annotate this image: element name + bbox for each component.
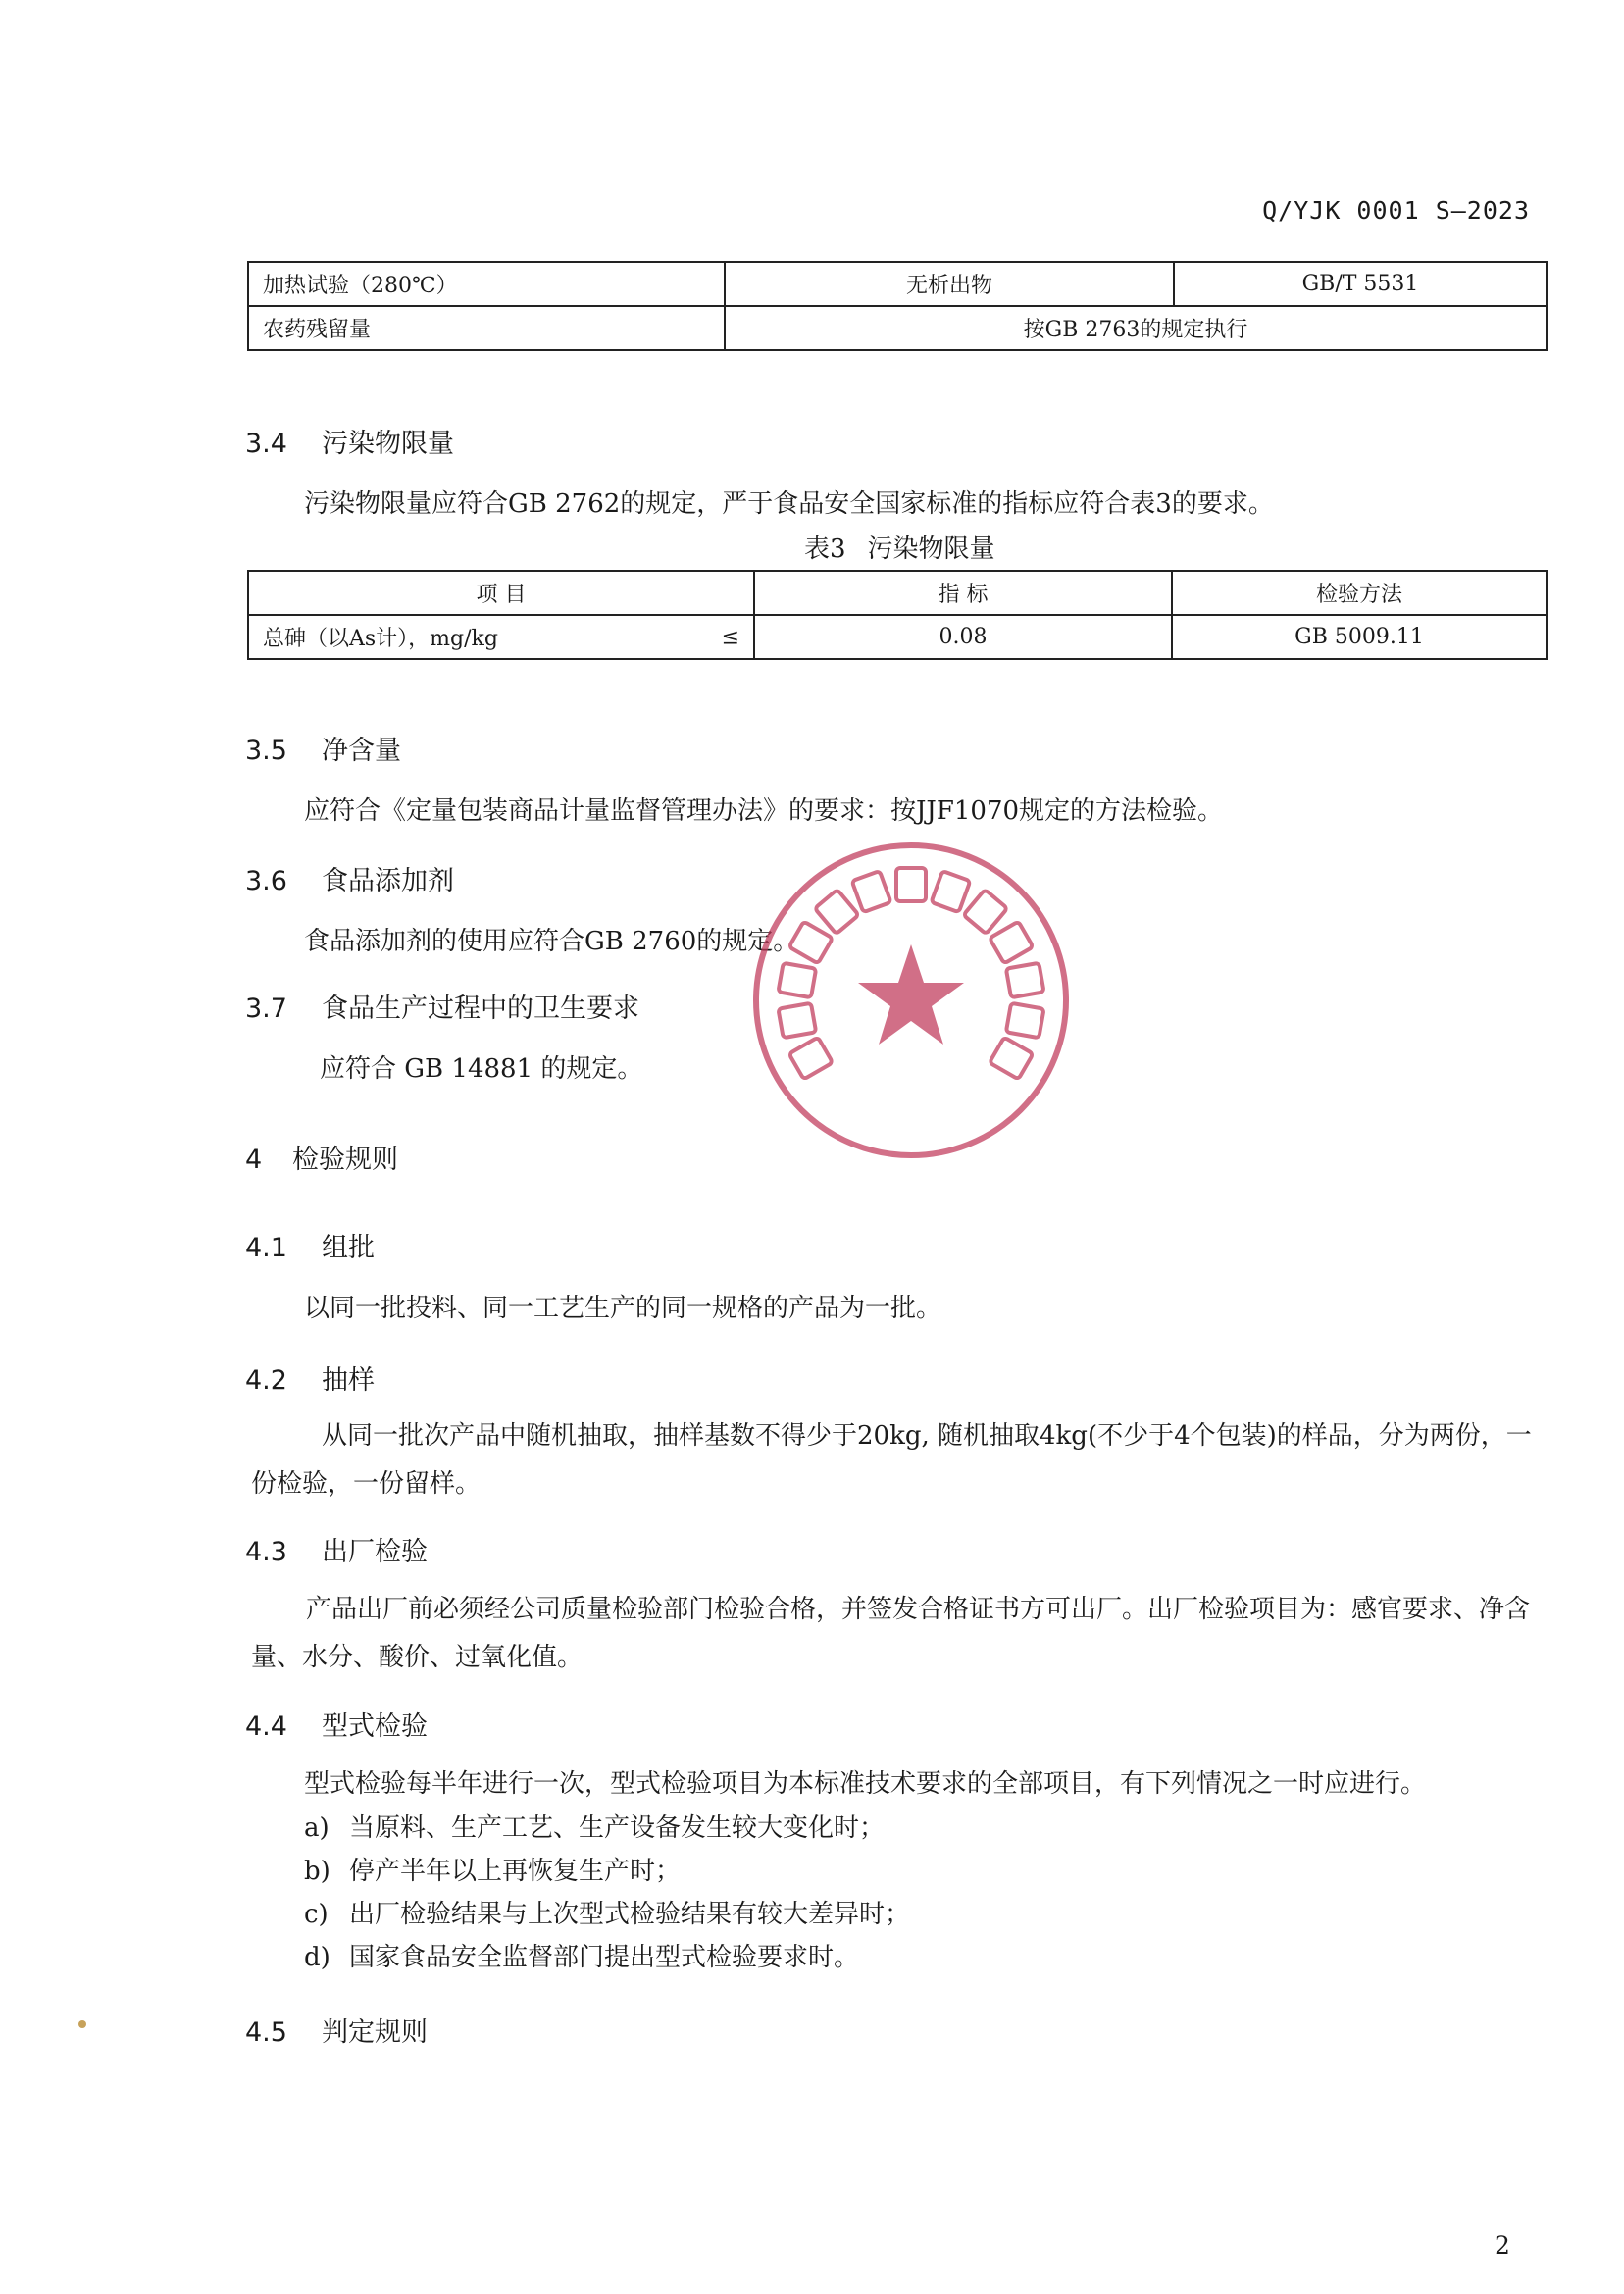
seal-glyph [852, 871, 891, 912]
table-row [248, 262, 1547, 306]
table-row [248, 306, 1547, 350]
seal-glyph [789, 1038, 833, 1080]
list-item: c) 出厂检验结果与上次型式检验结果有较大差异时； [304, 1900, 911, 1929]
section-heading-4-5: 4.5 判定规则 [245, 2017, 428, 2048]
paragraph: 从同一批次产品中随机抽取，抽样基数不得少于20kg, 随机抽取4kg(不少于4个包装)的样品，分为两份，一份检验，一份留样。 [251, 1421, 1532, 1499]
paragraph: 产品出厂前必须经公司质量检验部门检验合格，并签发合格证书方可出厂。出厂检验项目为：感官要求、净含量、水分、酸价、过氧化值。 [251, 1595, 1531, 1672]
table-cell: 0.08 [754, 615, 1172, 659]
table-3-contaminants [247, 570, 1548, 660]
seal-glyph [990, 1038, 1033, 1080]
page-number: 2 [1495, 2231, 1510, 2260]
section-heading-3-7: 3.7 食品生产过程中的卫生要求 [245, 994, 639, 1024]
section-heading-3-5: 3.5 净含量 [245, 736, 401, 766]
table-header-row [248, 571, 1547, 615]
document-code: Q/YJK 0001 S—2023 [1262, 196, 1530, 225]
table-cell [248, 615, 754, 659]
seal-glyph [815, 890, 859, 934]
column-header: 项 目 [248, 571, 754, 615]
seal-star [858, 944, 964, 1045]
operator: ≤ [721, 625, 739, 649]
list-item: d) 国家食品安全监督部门提出型式检验要求时。 [304, 1943, 860, 1972]
seal-glyph [963, 890, 1007, 934]
table-cell: 农药残留量 [248, 306, 725, 350]
table-row [248, 615, 1547, 659]
section-heading-3-6: 3.6 食品添加剂 [245, 866, 454, 896]
paragraph: 型式检验每半年进行一次，型式检验项目为本标准技术要求的全部项目，有下列情况之一时应进行。 [304, 1769, 1427, 1799]
seal-glyph [1006, 1003, 1044, 1038]
section-heading-4-1: 4.1 组批 [245, 1233, 375, 1263]
section-heading-4: 4 检验规则 [245, 1145, 398, 1175]
column-header: 检验方法 [1172, 571, 1547, 615]
section-heading-4-3: 4.3 出厂检验 [245, 1537, 428, 1567]
seal-glyph [896, 868, 926, 901]
table-cell: 按GB 2763的规定执行 [725, 306, 1547, 350]
paragraph: 污染物限量应符合GB 2762的规定，严于食品安全国家标准的指标应符合表3的要求。 [304, 489, 1274, 519]
list-item: a) 当原料、生产工艺、生产设备发生较大变化时； [304, 1813, 886, 1843]
section-heading-3-4: 3.4 污染物限量 [245, 429, 454, 459]
paragraph: 应符合《定量包装商品计量监督管理办法》的要求：按JJF1070规定的方法检验。 [304, 796, 1224, 826]
table-continued [247, 261, 1548, 351]
paragraph: 食品添加剂的使用应符合GB 2760的规定。 [304, 927, 799, 956]
paragraph: 应符合 GB 14881 的规定。 [320, 1054, 643, 1084]
seal-glyph [778, 963, 816, 997]
seal-glyph [789, 922, 833, 964]
table-cell: GB 5009.11 [1172, 615, 1547, 659]
section-heading-4-4: 4.4 型式检验 [245, 1711, 428, 1742]
table-cell: 加热试验（280℃） [248, 262, 725, 306]
item-name: 总砷（以As计），mg/kg [263, 627, 498, 651]
table-cell: GB/T 5531 [1174, 262, 1547, 306]
paragraph: 以同一批投料、同一工艺生产的同一规格的产品为一批。 [304, 1294, 942, 1323]
company-seal-stamp [749, 839, 1073, 1162]
table-cell: 无析出物 [725, 262, 1174, 306]
list-item: b) 停产半年以上再恢复生产时； [304, 1857, 682, 1886]
seal-glyph [778, 1003, 816, 1038]
seal-glyph [990, 922, 1033, 964]
seal-glyph [931, 871, 970, 912]
seal-glyph [1006, 963, 1044, 997]
scan-speck [78, 2020, 86, 2028]
table-caption: 表3 污染物限量 [804, 535, 995, 564]
column-header: 指 标 [754, 571, 1172, 615]
section-heading-4-2: 4.2 抽样 [245, 1365, 375, 1396]
